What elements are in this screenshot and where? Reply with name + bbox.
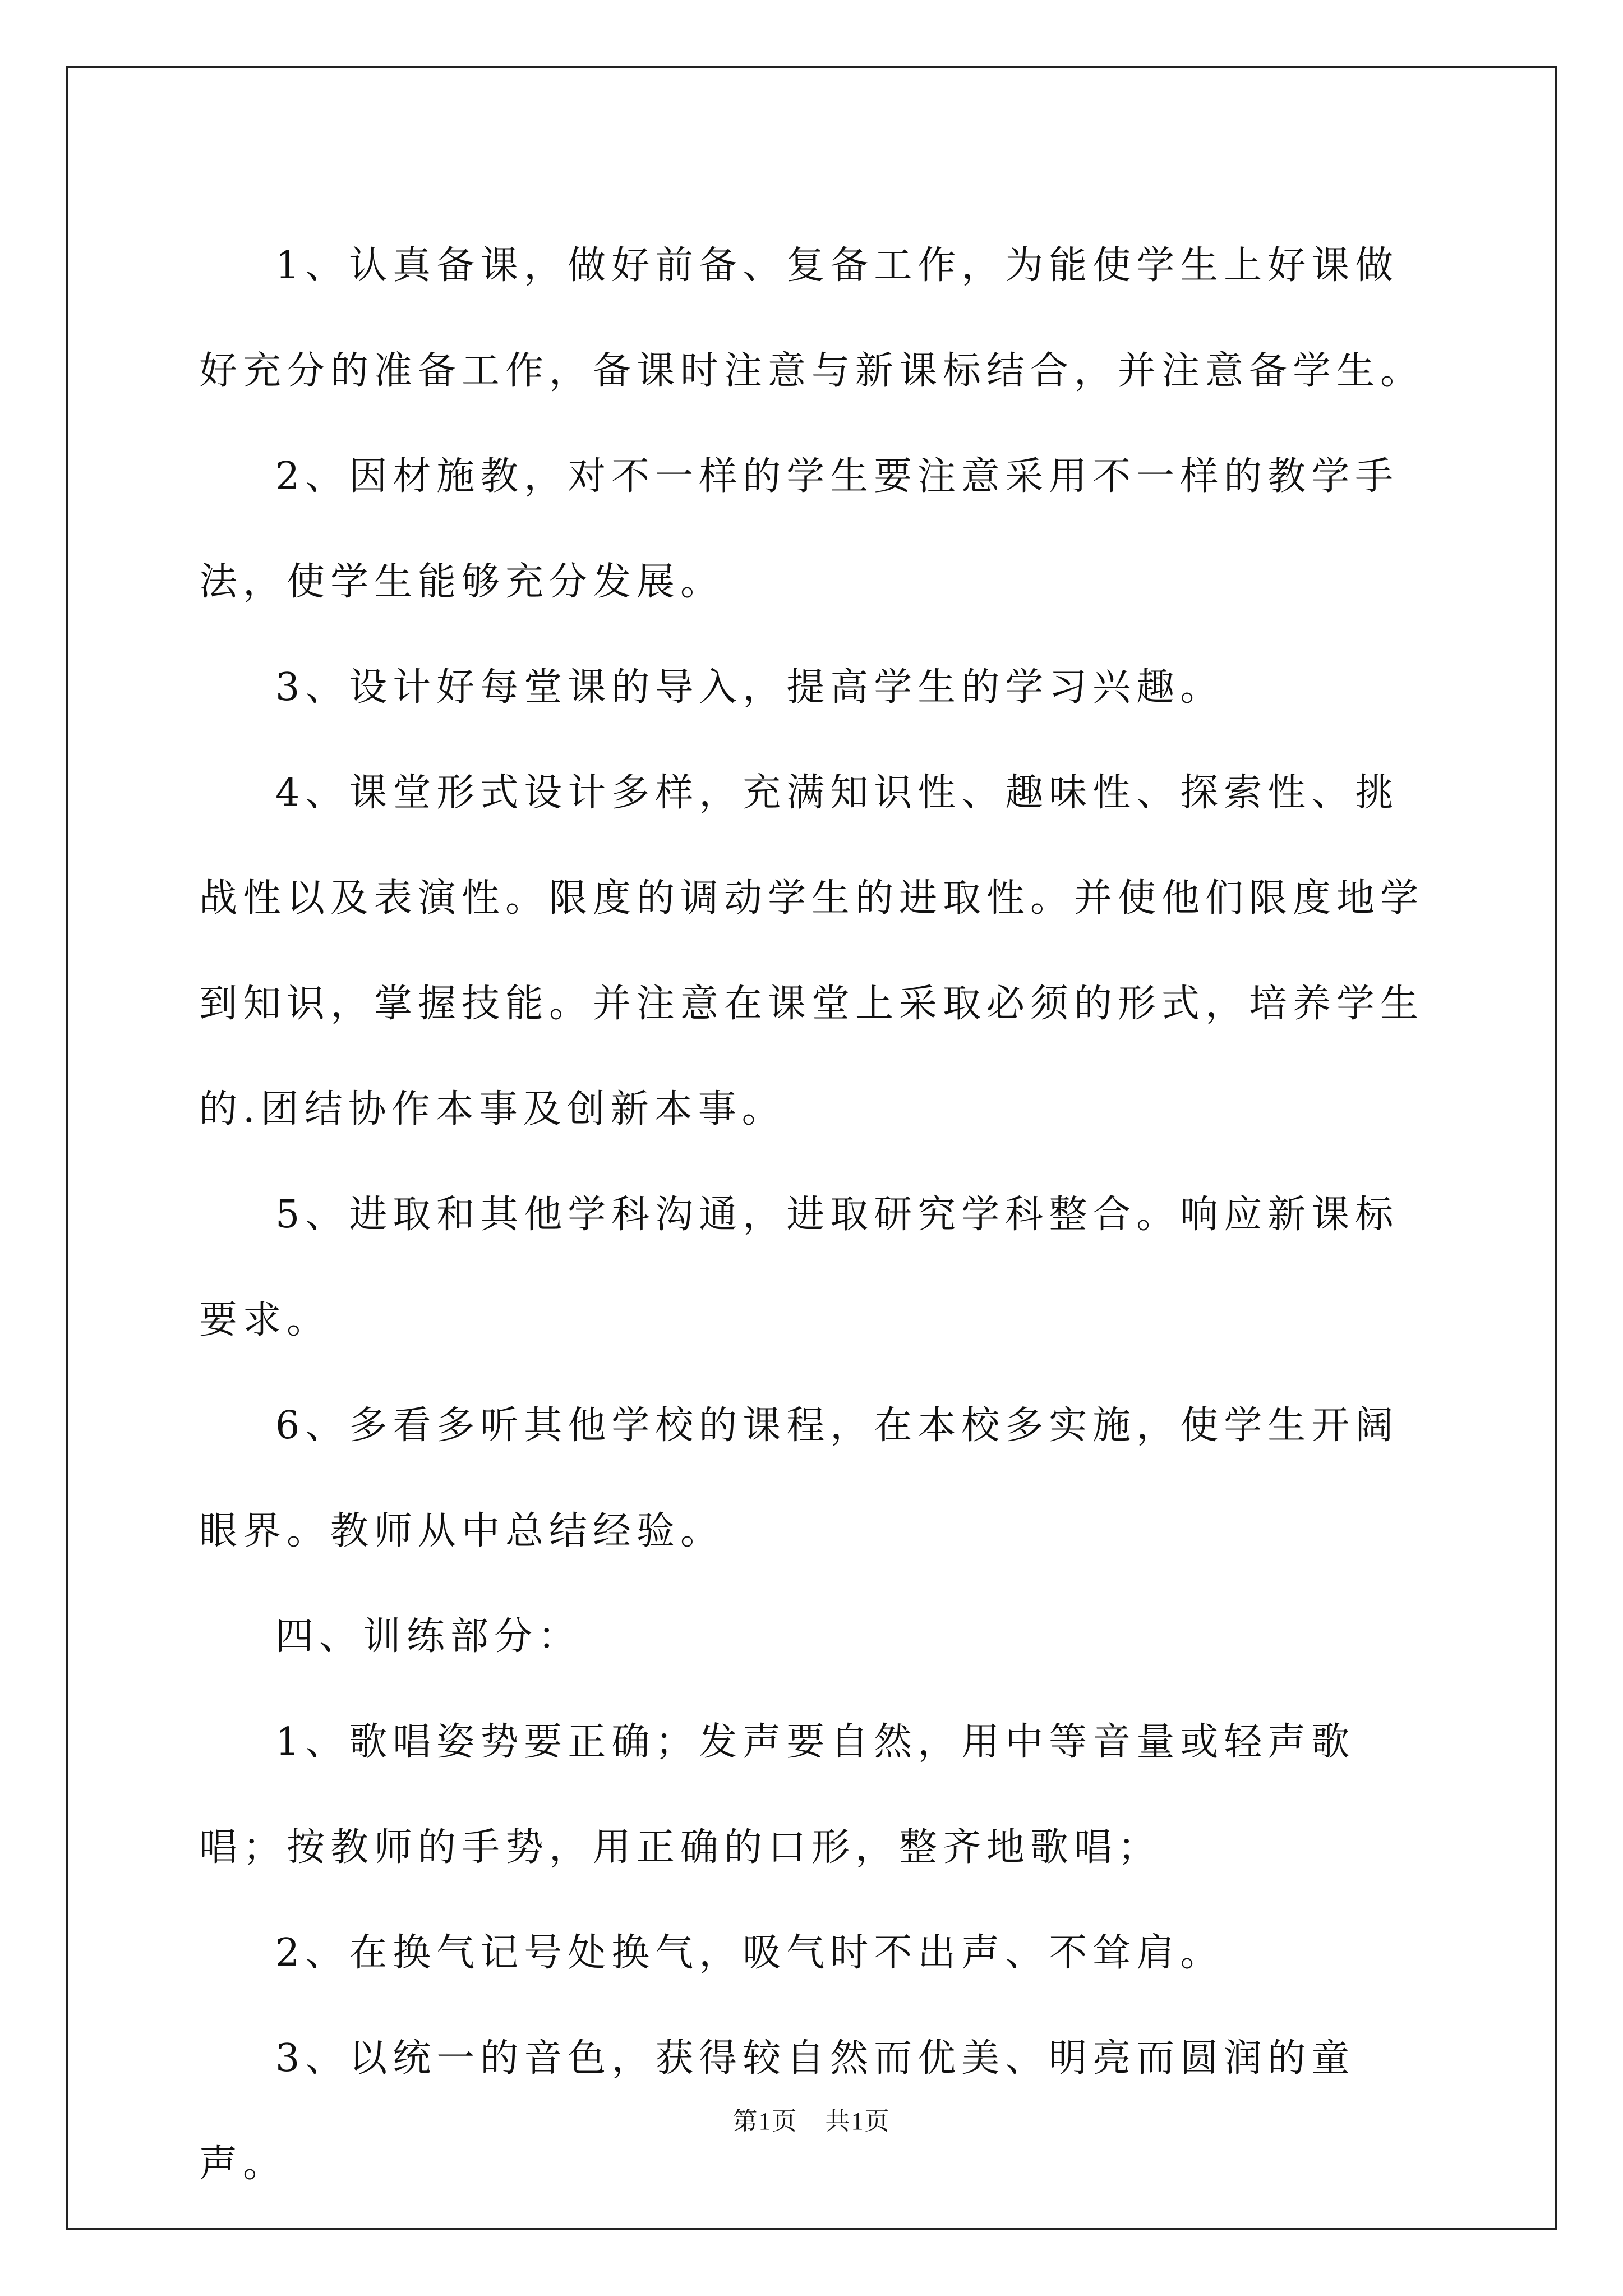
paragraph: 1、认真备课，做好前备、复备工作，为能使学生上好课做好充分的准备工作，备课时注意与新课标结合，并注意备学生。 [199,243,1424,393]
page-number-total: 共1页 [825,2108,891,2135]
section-heading: 四、训练部分： [275,1614,582,1659]
paragraph: 6、多看多听其他学校的课程，在本校多实施，使学生开阔眼界。教师从中总结经验。 [199,1404,1399,1553]
paragraph: 3、以统一的音色，获得较自然而优美、明亮而圆润的童声。 [199,2036,1355,2186]
paragraph: 5、进取和其他学科沟通，进取研究学科整合。响应新课标要求。 [199,1193,1399,1342]
page-number-current: 第1页 [732,2108,798,2135]
document-body [199,213,1433,2217]
paragraph: 2、因材施教，对不一样的学生要注意采用不一样的教学手法，使学生能够充分发展。 [199,454,1399,604]
paragraph: 1、歌唱姿势要正确；发声要自然，用中等音量或轻声歌唱；按教师的手势，用正确的口形，整齐地歌唱； [199,1720,1355,1870]
paragraph: 3、设计好每堂课的导入，提高学生的学习兴趣。 [275,665,1224,710]
page-footer [0,2101,1623,2137]
paragraph: 2、在换气记号处换气，吸气时不出声、不耸肩。 [275,1931,1224,1975]
paragraph: 4、课堂形式设计多样，充满知识性、趣味性、探索性、挑战性以及表演性。限度的调动学生的进取性。并使他们限度地学到知识，掌握技能。并注意在课堂上采取必须的形式，培养学生的.团结协作本事及创新本事。 [199,771,1424,1131]
